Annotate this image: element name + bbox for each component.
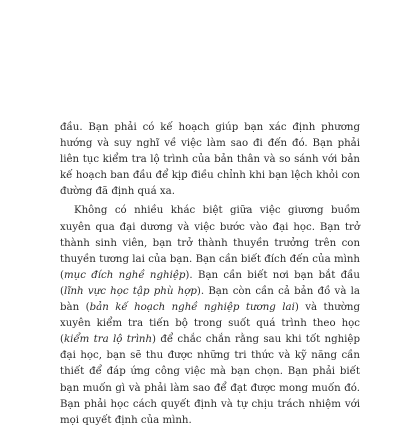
- paragraph-2-text-d: ) và thường xuyên kiểm tra tiến bộ trong suốt quá trình theo học (: [60, 302, 360, 346]
- paragraph-2: [60, 203, 360, 428]
- paragraph-2-text-b: ). Bạn cần biết nơi bạn bắt đầu (: [60, 269, 360, 297]
- paragraph-2-italic-career-plan: bản kế hoạch nghề nghiệp tương lai: [89, 302, 295, 314]
- paragraph-2-text-e: ) để chắc chắn rằng sau khi tốt nghiệp đại học, bạn sẽ thu được những tri thức và kỹ năng cần thiết để đáp ứng công việc mà bạn chọn. Bạn phải biết bạn muốn gì và phải làm sao để đạt được mong muốn đó. Bạn phải học cách quyết định và tự chịu trách nhiệm với mọi quyết định của mình.: [60, 334, 360, 426]
- paragraph-1-text: đầu. Bạn phải có kế hoạch giúp bạn xác định phương hướng và suy nghĩ về việc làm sao đi đến đó. Bạn phải liên tục kiểm tra lộ trình của bản thân và so sánh với bản kế hoạch ban đầu để kịp điều chỉnh khi bạn lệch khỏi con đường đã định quá xa.: [60, 122, 360, 198]
- book-page-body: [60, 120, 360, 432]
- paragraph-2-italic-career-goal: mục đích nghề nghiệp: [63, 269, 186, 281]
- paragraph-1: [60, 120, 360, 200]
- paragraph-2-text-c: ). Bạn còn cần cả bản đồ và la bàn (: [60, 285, 360, 314]
- paragraph-2-text-a: Không có nhiều khác biệt giữa việc giương buồm xuyên qua đại dương và việc bước vào đại học. Bạn trở thành sinh viên, bạn trở thành thuyền trưởng trên con thuyền tương lai của bạn. Bạn cần biết đích đến của mình (: [60, 205, 360, 281]
- paragraph-2-italic-route-check: kiểm tra lộ trình: [63, 334, 153, 346]
- paragraph-2-italic-study-field: lĩnh vực học tập phù hợp: [63, 285, 197, 297]
